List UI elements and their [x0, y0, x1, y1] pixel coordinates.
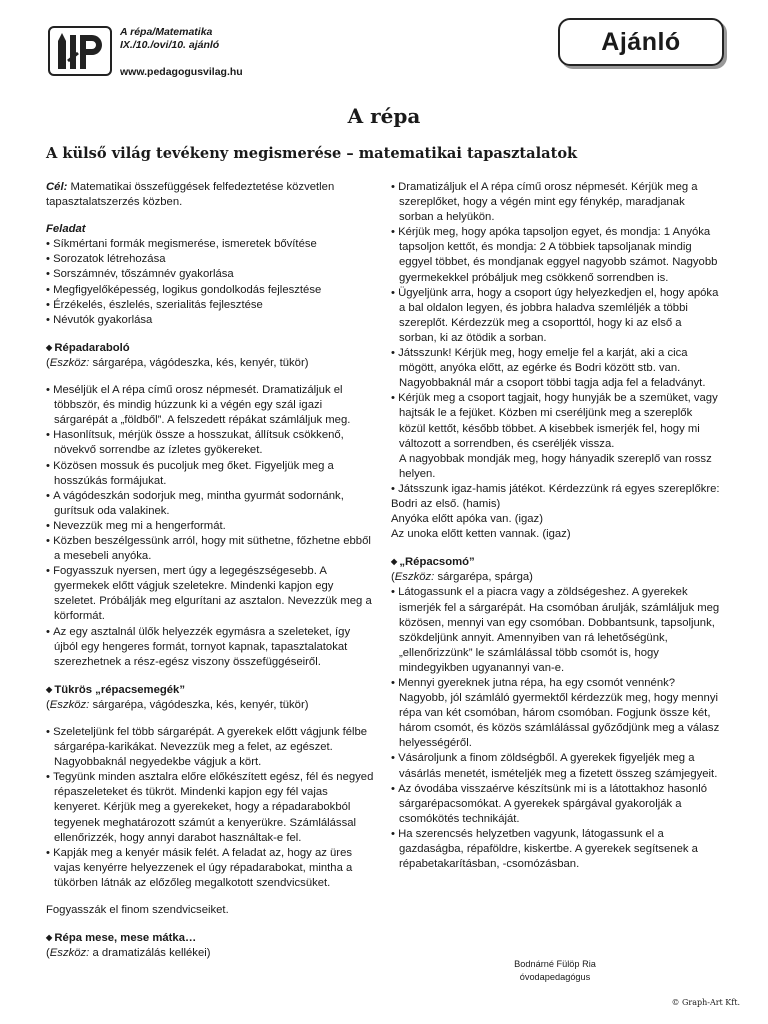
- activity-list: [391, 585, 721, 872]
- tools-text: sárgarépa, spárga): [434, 571, 533, 584]
- list-item: • Játsszunk! Kérjük meg, hogy emelje fel a karját, aki a cica mögött, anyóka előtt, az egérke és Bodri között stb. van. Nagyobbaknál már a csoport többi tagja adja fel a feladványt.: [391, 346, 721, 391]
- tools-label: Eszköz:: [49, 698, 90, 711]
- tools-text: sárgarépa, vágódeszka, kés, kenyér, tükör): [89, 698, 309, 711]
- list-item: • Játsszunk igaz-hamis játékot. Kérdezzünk rá egyes szereplőkre:: [391, 482, 721, 497]
- tools-line: (Eszköz: sárgarépa, vágódeszka, kés, kenyér, tükör): [46, 698, 309, 711]
- list-item: • Dramatizáljuk el A répa című orosz népmesét. Kérjük meg a szereplőket, hogy a végén mint egy fénykép, maradjanak sorban a helyükön.: [391, 180, 721, 225]
- list-item: • Közösen mossuk és pucoljuk meg őket. Figyeljük meg a hosszúkás formájukat.: [46, 459, 376, 489]
- right-column: [391, 180, 721, 872]
- copyright-notice: © Graph-Art Kft.: [671, 998, 740, 1007]
- list-item: • Hasonlítsuk, mérjük össze a hosszukat, állítsuk csökkenő, növekvő sorrendbe az ízletes gyökereket.: [46, 428, 376, 458]
- list-item: • Nevezzük meg mi a hengerformát.: [46, 519, 376, 534]
- author-signature: [470, 958, 640, 984]
- statement: Anyóka előtt apóka van. (igaz): [391, 513, 543, 526]
- list-item: • Sorszámnév, tőszámnév gyakorlása: [46, 267, 376, 282]
- tools-line: (Eszköz: sárgarépa, vágódeszka, kés, kenyér, tükör): [46, 356, 309, 369]
- list-item: • Látogassunk el a piacra vagy a zöldségeshez. A gyerekek ismerjék fel a sárgarépát. Ha csomóban árulják, számláljuk meg közösen, mennyi van egy csomóban. Dobbantsunk, tapsoljunk, szökdeljünk annyit. Amennyiben van rá lehetőségünk, „ellenőrizzünk” le számlálással több csomót is, hogy mindegyikben ugyanannyi van-e.: [391, 585, 721, 676]
- tools-label: Eszköz:: [394, 571, 435, 584]
- activity-list: [46, 383, 376, 670]
- tools-text: sárgarépa, vágódeszka, kés, kenyér, tükör): [89, 356, 309, 369]
- list-item: • Az óvodába visszaérve készítsünk mi is a látottakhoz hasonló sárgarépacsomókat. A gyerekek spárgával gyakorolják a csomókötés technikáját.: [391, 782, 721, 827]
- list-item: • Fogyasszuk nyersen, mert úgy a legegészségesebb. A gyermekek előtt vágjuk szeletekre. Mindenki kapjon egy szeletet. Próbálják meg elgurítani az asztalon. Nevezzük meg a körformát.: [46, 564, 376, 624]
- header-meta: [120, 26, 219, 52]
- list-item: • Tegyünk minden asztalra előre előkészített egész, fél és negyed répaszeleteket és tükröt. Mindenki kapjon egy fél vajas kenyeret. Kérjük meg a gyerekeket, hogy a répadarabokból tegyenek meghatározott számút a kenyerükre. Számlálással ellenőrizzék, hogy annyi darabot használtak-e fel.: [46, 770, 376, 845]
- tools-text: a dramatizálás kellékei): [89, 947, 211, 960]
- ajanlo-badge: Ajánló: [558, 18, 724, 66]
- section-title-repa-mese: ◆ Répa mese, mese mátka…: [46, 930, 376, 946]
- section-title-repacsomo: ◆ „Répacsomó”: [391, 554, 721, 570]
- header-url[interactable]: www.pedagogusvilag.hu: [120, 66, 243, 78]
- list-item: • Kapják meg a kenyér másik felét. A feladat az, hogy az üres vajas kenyérre helyezzenek el úgy répadarabokat, mintha a tükörben látnák az előzőleg megalkotott szendvicsüket.: [46, 846, 376, 891]
- tools-label: Eszköz:: [49, 947, 90, 960]
- section-title-repadarabolo: ◆ Répadaraboló: [46, 340, 376, 356]
- page-title: A répa: [347, 104, 421, 128]
- tools-line: (Eszköz: sárgarépa, spárga): [391, 571, 533, 584]
- list-item: • Érzékelés, észlelés, szerialitás fejlesztése: [46, 298, 376, 313]
- tools-label: Eszköz:: [49, 356, 90, 369]
- followup-line: A nagyobbak mondják meg, hogy hányadik szereplő van rossz helyen.: [399, 452, 712, 480]
- list-item: • Mennyi gyereknek jutna répa, ha egy csomót vennénk? Nagyobb, jól számláló gyermektől kérdezzük meg, hogy mennyi répa van két csomóban, három csomóban. Fogjunk össze két, három csomót, és közös számlálással győződjünk meg a válasz helyességéről.: [391, 676, 721, 751]
- closing-line: Fogyasszák el finom szendvicseiket.: [46, 904, 229, 917]
- publisher-logo: [48, 26, 112, 76]
- left-column: [46, 180, 376, 961]
- activity-list: [391, 482, 721, 497]
- activity-list: [46, 725, 376, 891]
- header-subject: A répa/Matematika: [120, 26, 213, 38]
- statement: Az unoka előtt ketten vannak. (igaz): [391, 528, 571, 541]
- list-item: • Síkmértani formák megismerése, ismeretek bővítése: [46, 237, 376, 252]
- list-item: • A vágódeszkán sodorjuk meg, mintha gyurmát sodornánk, gurítsuk oda valakinek.: [46, 489, 376, 519]
- section-title-tukros: ◆ Tükrös „répacsemegék”: [46, 682, 376, 698]
- goal-paragraph: [46, 180, 376, 210]
- task-heading: Feladat: [46, 223, 86, 236]
- list-item: • Vásároljunk a finom zöldségből. A gyerekek figyeljék meg a vásárlás menetét, ismételjék meg a fizetett összeg számjegyeit.: [391, 751, 721, 781]
- author-role: óvodapedagógus: [519, 972, 591, 982]
- list-item: • Ügyeljünk arra, hogy a csoport úgy helyezkedjen el, hogy apóka a bal oldalon legyen, és jobbra haladva szemléljék a többi szereplőt. Kérdezzük meg a csoporttól, hogy ki az első a sorban, ki az ötödik a sorban.: [391, 286, 721, 346]
- list-item: • Kérjük meg, hogy apóka tapsoljon egyet, és mondja: 1 Anyóka tapsoljon kettőt, és mondja: 2 A többiek tapsoljanak mindig eggyel többet, és mondjanak eggyel nagyobb számot. Nagyobb gyermekekkel próbáljuk meg csökkenő sorrendben is.: [391, 225, 721, 285]
- goal-text: Matematikai összefüggések felfedeztetése közvetlen tapasztalatszerzés közben.: [46, 181, 335, 209]
- activity-list: [391, 180, 721, 452]
- list-item: • Kérjük meg a csoport tagjait, hogy hunyják be a szemüket, vagy hajtsák le a fejüket. Közben mi cseréljünk meg a szereplők közül kettőt, később többet. A kisebbek ismerjék fel, hogy mi változott a sorrendben, és cseréljék vissza.: [391, 391, 721, 451]
- list-item: • Meséljük el A répa című orosz népmesét. Dramatizáljuk el többször, és mindig húzzunk ki a végén egy szál igazi sárgarépát a „földből”. A felszedett répákat számláljuk meg.: [46, 383, 376, 428]
- statement: Bodri az első. (hamis): [391, 497, 501, 510]
- page-subtitle: A külső világ tevékeny megismerése – matematikai tapasztalatok: [46, 145, 578, 162]
- list-item: • Az egy asztalnál ülők helyezzék egymásra a szeleteket, így újból egy hengeres formát, tornyot kapnak, tapasztalatokat szerezhetnek a rész-egész viszony összefüggéseiről.: [46, 625, 376, 670]
- list-item: • Megfigyelőképesség, logikus gondolkodás fejlesztése: [46, 283, 376, 298]
- author-name: Bodnárné Fülöp Ria: [514, 959, 596, 969]
- list-item: • Szeleteljünk fel több sárgarépát. A gyerekek előtt vágjunk félbe sárgarépa-karikákat. Nevezzük meg a felet, az egészet. Nagyobbaknál negyedekbe vágjuk a kört.: [46, 725, 376, 770]
- list-item: • Ha szerencsés helyzetben vagyunk, látogassunk el a gazdaságba, répaföldre, kiskertbe. A gyerekek segítsenek a répabetakarításban, -csomózásban.: [391, 827, 721, 872]
- goal-label: Cél:: [46, 181, 68, 193]
- list-item: • Sorozatok létrehozása: [46, 252, 376, 267]
- tools-line: (Eszköz: a dramatizálás kellékei): [46, 947, 211, 960]
- task-list: [46, 237, 376, 328]
- header-issue: IX./10./ovi/10. ajánló: [120, 39, 220, 51]
- list-item: • Közben beszélgessünk arról, hogy mit süthetne, főzhetne ebből a mesebeli anyóka.: [46, 534, 376, 564]
- list-item: • Névutók gyakorlása: [46, 313, 376, 328]
